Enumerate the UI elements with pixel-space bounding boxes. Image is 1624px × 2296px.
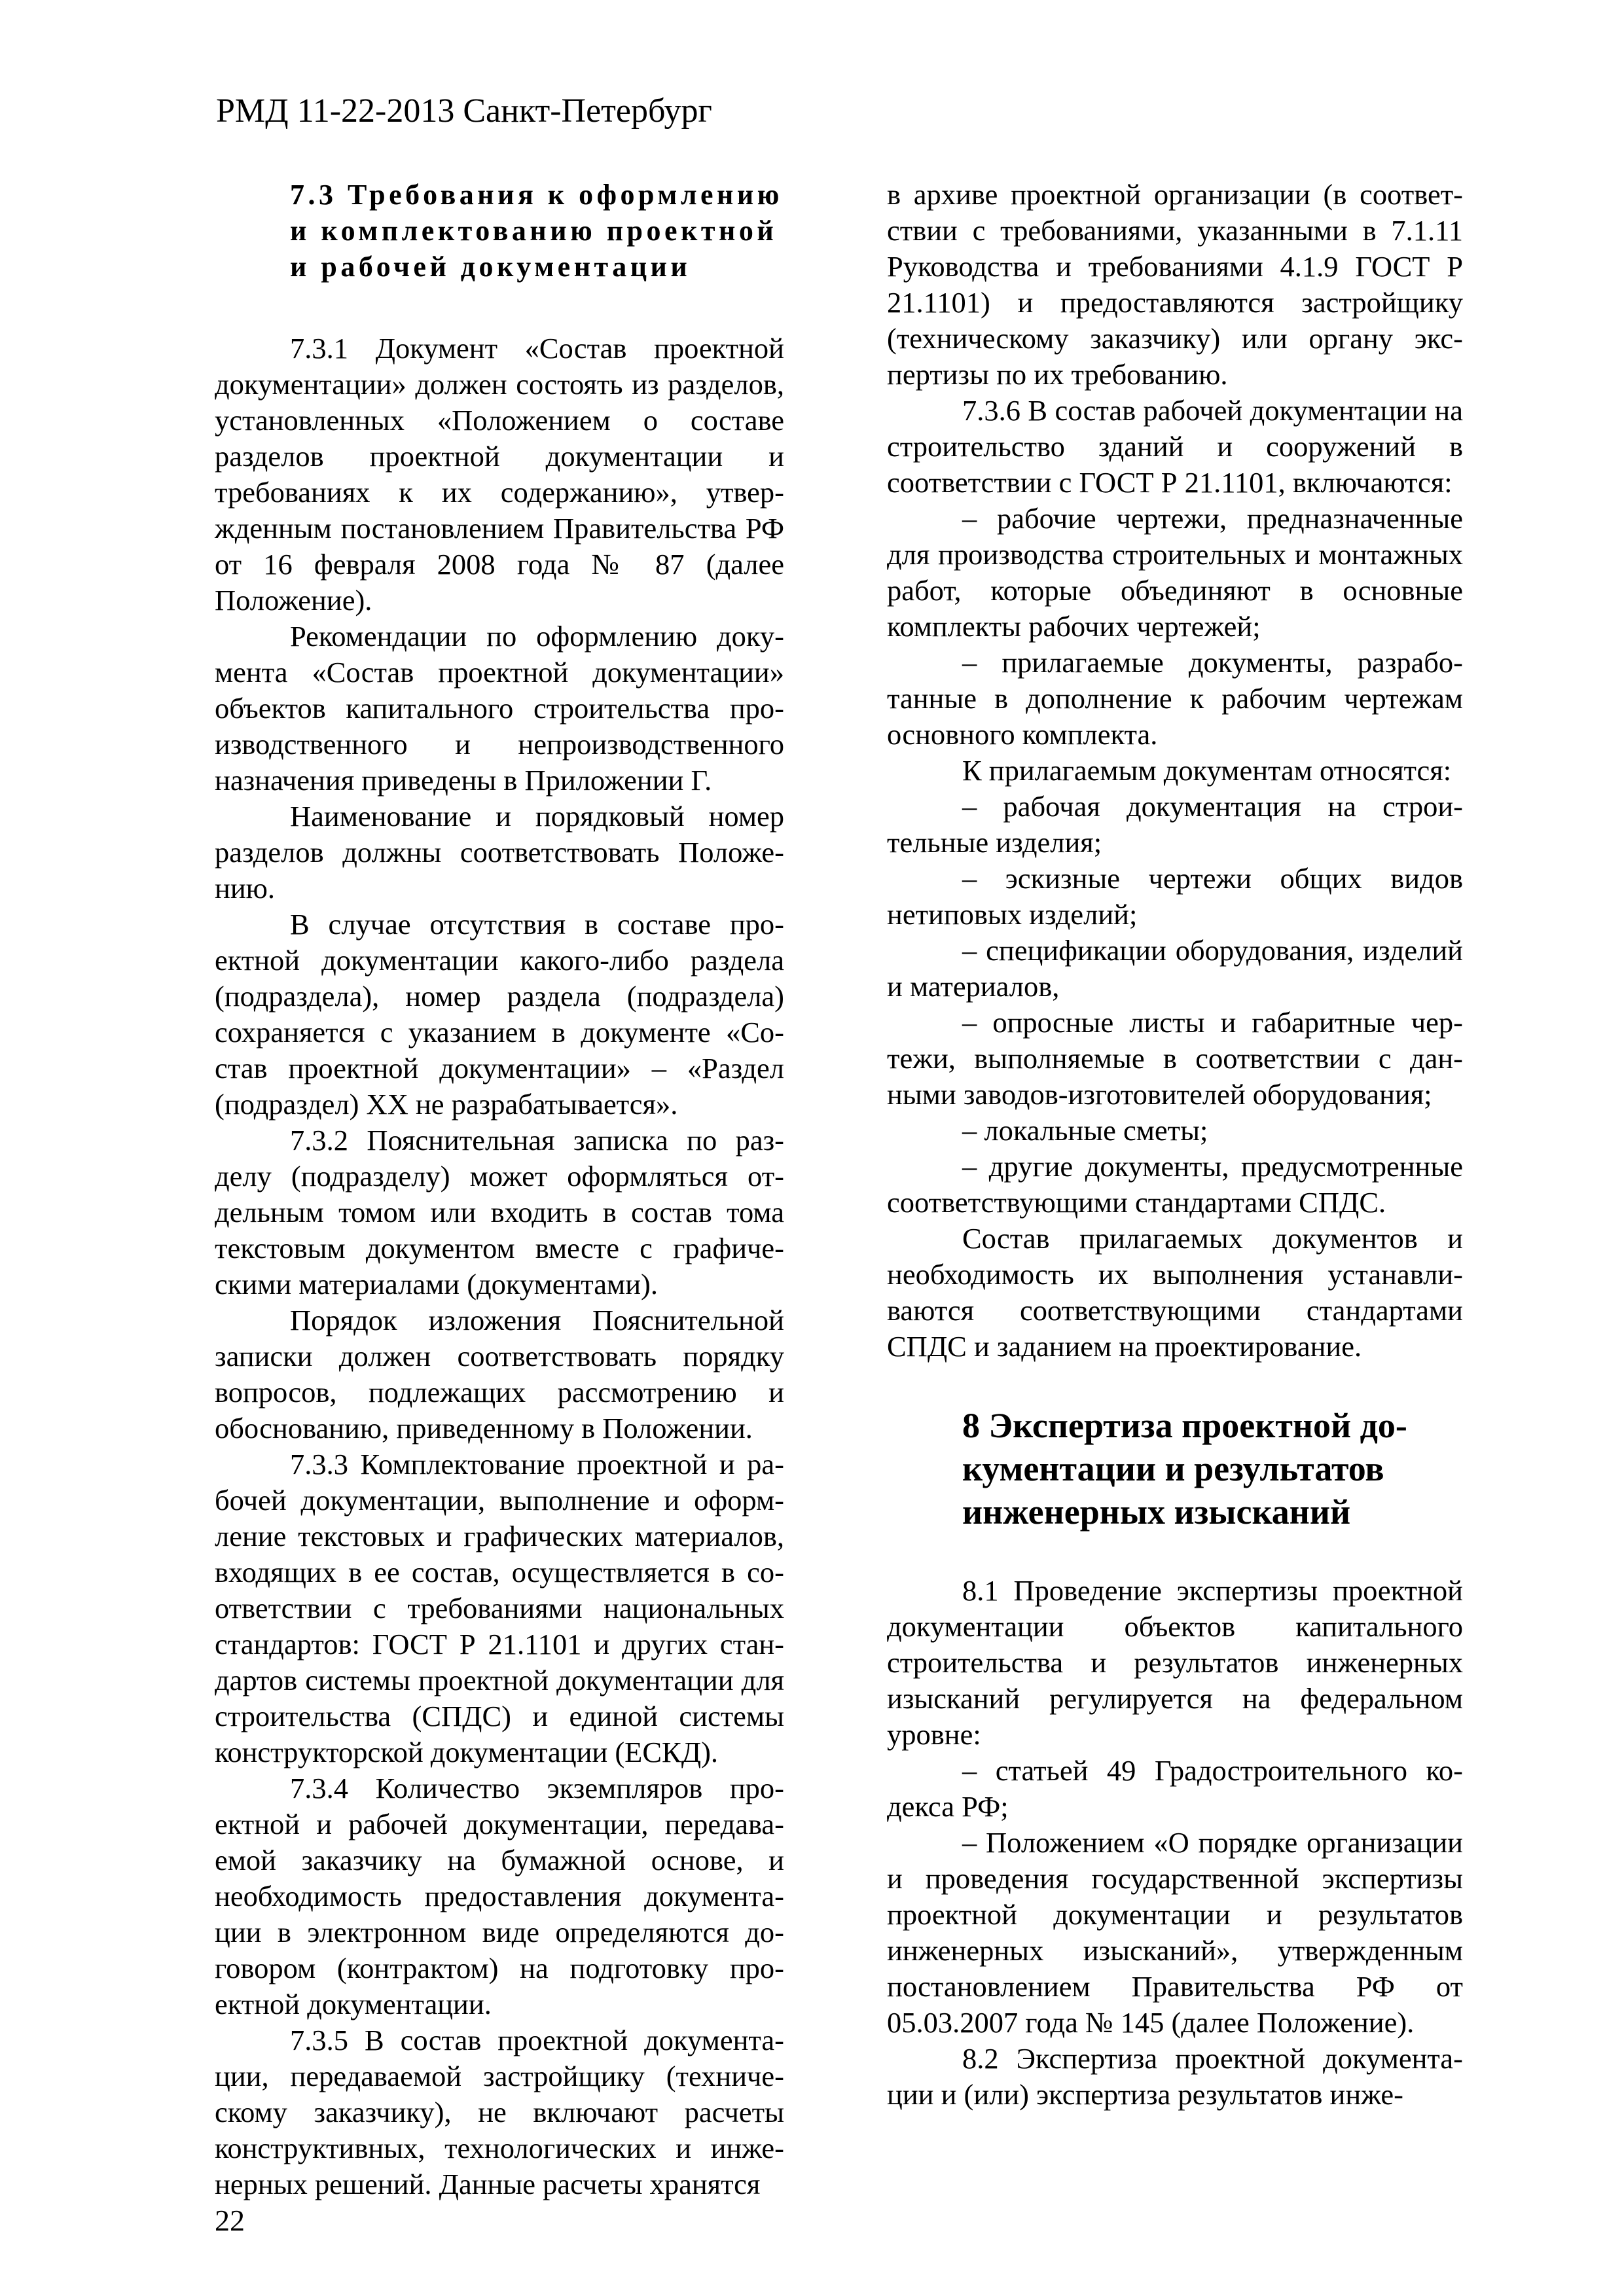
list-item: – прилагаемые документы, разработанные в дополнение к рабочим чертежам основного комплекта.	[887, 646, 1463, 751]
paragraph: Наименование и порядковый номер разделов должны соответствовать Положению.	[215, 800, 784, 905]
paragraph: 7.3.4 Количество экземпляров проектной и рабочей документации, передаваемой заказчику на бумажной основе, и необходимость предоставления документации в электронном виде определяются договором (контрактом) на подготовку проектной документации.	[215, 1772, 784, 2020]
list-item: – опросные листы и габаритные чертежи, выполняемые в соответствии с данными заводов-изготовителей оборудования;	[887, 1006, 1463, 1111]
paragraph: 7.3.2 Пояснительная записка по разделу (подразделу) может оформляться отдельным томом или входить в состав тома текстовым документом вместе с графическими материалами (документами).	[215, 1124, 784, 1300]
left-column	[215, 177, 784, 2202]
paragraph: К прилагаемым документам относятся:	[962, 754, 1452, 787]
list-item: – статьей 49 Градостроительного кодекса РФ;	[887, 1754, 1463, 1823]
paragraph: 8.2 Экспертиза проектной документации и (или) экспертиза результатов инже-	[887, 2042, 1463, 2111]
right-column	[887, 177, 1463, 2113]
list-item: – Положением «О порядке организации и проведения государственной экспертизы проектной документации и результатов инженерных изысканий», утвержденным постановлением Правительства РФ от 05.03.2007 года № 145 (далее Положение).	[887, 1826, 1463, 2039]
paragraph: 7.3.1 Документ «Состав проектной документации» должен состоять из разделов, установленных «Положением о составе разделов проектной документации и требованиях к их содержанию», утвержденным постановлением Правительства РФ от 16 февраля 2008 года № 87 (далее Положение).	[215, 332, 784, 617]
list-item: – рабочие чертежи, предназначенные для производства строительных и монтажных работ, которые объединяют в основные комплекты рабочих чертежей;	[887, 502, 1463, 643]
list-item: – эскизные чертежи общих видов нетиповых изделий;	[887, 862, 1463, 931]
paragraph: В случае отсутствия в составе проектной документации какого-либо раздела (подраздела), номер раздела (подраздела) сохраняется с указанием в документе «Состав проектной документации» – «Раздел (подраздел) XX не разрабатывается».	[215, 908, 784, 1121]
paragraph: Порядок изложения Пояснительной записки должен соответствовать порядку вопросов, подлежащих рассмотрению и обоснованию, приведенному в Положении.	[215, 1304, 784, 1444]
list-item: – другие документы, предусмотренные соответствующими стандартами СПДС.	[887, 1150, 1463, 1219]
paragraph: 7.3.5 В состав проектной документации, передаваемой застройщику (техническому заказчику), не включают расчеты конструктивных, технологических и инженерных решений. Данные расчеты хранятся	[215, 2024, 784, 2200]
running-header: РМД 11-22-2013 Санкт-Петербург	[216, 92, 712, 130]
paragraph: 7.3.6 В состав рабочей документации на строительство зданий и сооружений в соответствии с ГОСТ Р 21.1101, включаются:	[887, 394, 1463, 499]
list-item: – рабочая документация на строительные изделия;	[887, 790, 1463, 859]
list-item: – локальные сметы;	[962, 1114, 1208, 1147]
paragraph: Рекомендации по оформлению документа «Состав проектной документации» объектов капитального строительства производственного и непроизводственного назначения приведены в Приложении Г.	[215, 620, 784, 797]
list-item: – спецификации оборудования, изделий и материалов,	[887, 934, 1463, 1003]
section-8-heading: 8 Экспертиза проектной документации и результатов инженерных изысканий	[962, 1406, 1407, 1532]
paragraph: Состав прилагаемых документов и необходимость их выполнения устанавливаются соответствующими стандартами СПДС и заданием на проектирование.	[887, 1222, 1463, 1363]
page-number: 22	[215, 2204, 245, 2237]
paragraph: в архиве проектной организации (в соответствии с требованиями, указанными в 7.1.11 Руководства и требованиями 4.1.9 ГОСТ Р 21.1101) и предоставляются застройщику (техническому заказчику) или органу экспертизы по их требованию.	[887, 178, 1463, 391]
section-7-3-title: 7.3 Требования к оформлению и комплектованию проектной и рабочей документации	[290, 179, 783, 283]
paragraph: 8.1 Проведение экспертизы проектной документации объектов капитального строительства и результатов инженерных изысканий регулируется на федеральном уровне:	[887, 1574, 1463, 1751]
paragraph: 7.3.3 Комплектование проектной и рабочей документации, выполнение и оформление текстовых и графических материалов, входящих в ее состав, осуществляется в соответствии с требованиями национальных стандартов: ГОСТ Р 21.1101 и других стандартов системы проектной документации для строительства (СПДС) и единой системы конструкторской документации (ЕСКД).	[215, 1448, 784, 1768]
